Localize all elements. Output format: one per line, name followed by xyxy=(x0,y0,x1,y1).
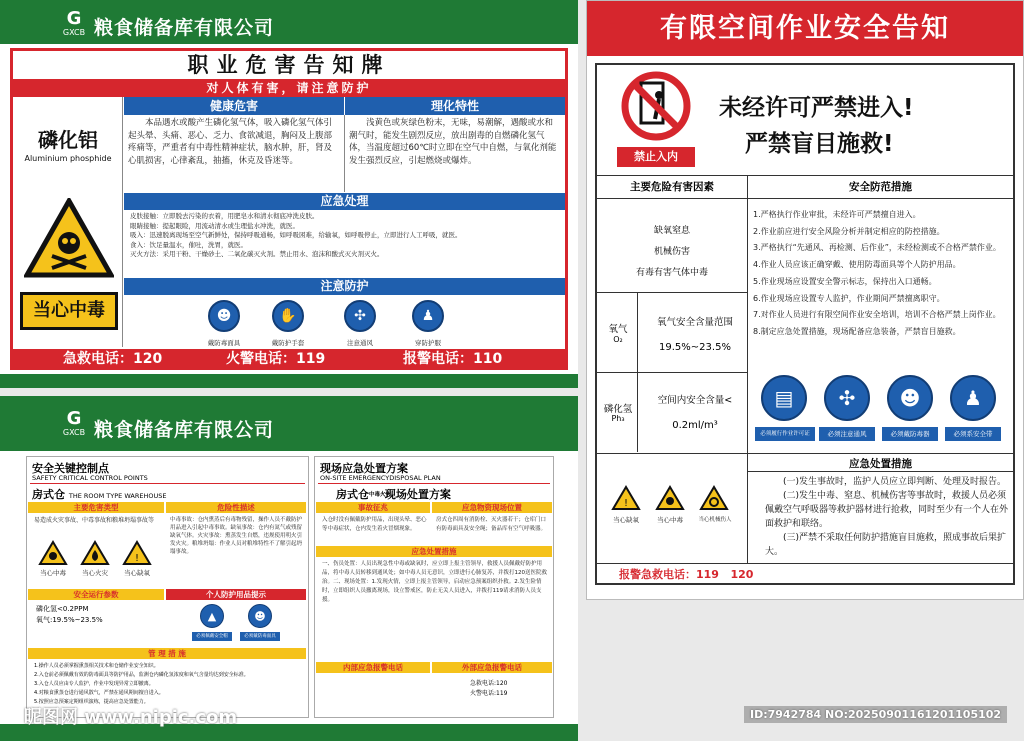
icon-caption: 必须戴防毒面具 xyxy=(240,632,280,641)
measure-item: 3.严格执行“先通风、再检测、后作业”，未经检测或不合格严禁作业。 xyxy=(753,243,1001,252)
oxygen-range-label: 氧气安全含量范围 xyxy=(656,317,733,328)
watermark-left: 昵图网 www.nipic.com xyxy=(24,707,238,728)
poison-warning-icon xyxy=(38,540,68,566)
ventilation-icon: ✣ xyxy=(824,375,870,421)
measure-item: 2.作业前应进行安全风险分析并制定相应的防控措施。 xyxy=(753,227,945,236)
ph3-formula: Ph₃ xyxy=(611,414,625,423)
divider xyxy=(30,483,305,484)
helmet-icon: ▲ xyxy=(200,604,224,628)
emergency-line: 吸入：迅速脱离现场至空气新鲜处，保持呼吸通畅，如呼吸困难，给输氧，如呼吸停止，立即进行人工呼吸，就医。 xyxy=(130,231,462,239)
emergency-line: 眼睛接触：提起眼睑，用流动清水或生理盐水冲洗，就医。 xyxy=(130,221,299,230)
protective-suit-icon: ♟ xyxy=(412,300,444,332)
measures-list xyxy=(753,206,1009,340)
no-entry-label: 禁止入内 xyxy=(617,147,695,167)
emergency-header: 应急处理 xyxy=(124,193,565,210)
divider xyxy=(748,471,1013,472)
svg-text:!: ! xyxy=(623,498,629,509)
icon-caption: 当心中毒 xyxy=(657,516,683,524)
outside-phone-fire: 火警电话:119 xyxy=(470,690,508,697)
work-permit-icon: ▤ xyxy=(761,375,807,421)
outside-phone-header: 外部应急报警电话 xyxy=(432,662,552,673)
poison-warning-icon xyxy=(24,198,114,278)
divider xyxy=(344,115,345,192)
board-title: 职业危害告知牌 xyxy=(187,53,391,77)
caution-poison-label: 当心中毒 xyxy=(20,292,118,330)
gas-mask-icon: ☻ xyxy=(208,300,240,332)
notice-title: 有限空间作业安全告知 xyxy=(587,1,1023,56)
phone-fire: 火警电话：119 xyxy=(226,351,326,367)
safety-harness-icon: ♟ xyxy=(950,375,996,421)
hazard-type-header: 主要危害类型 xyxy=(28,502,164,513)
icon-caption: 当心中毒 xyxy=(40,569,66,577)
company-name: 粮食储备库有限公司 xyxy=(94,419,275,441)
ventilation-icon: ✣ xyxy=(344,300,376,332)
oxygen-formula: O₂ xyxy=(613,335,623,344)
measure-item: 6.作业现场应设置专人监护，作业期间严禁擅离职守。 xyxy=(753,294,945,303)
ph3-range: 0.2ml/m³ xyxy=(672,420,718,431)
oxygen-label: 氧气 xyxy=(608,324,628,335)
fire-warning-icon xyxy=(80,540,110,566)
accident-signs-text: 入仓时没有佩戴防护用品，出现头晕、恶心等中毒症状，仓内发生着火冒烟现象。 xyxy=(322,517,427,532)
substance-name-cn: 磷化铝 xyxy=(38,128,98,152)
icon-caption: 注意通风 xyxy=(347,339,373,347)
icon-caption: 戴防毒面具 xyxy=(207,339,241,347)
gas-mask-icon: ☻ xyxy=(248,604,272,628)
phone-police: 报警电话：110 xyxy=(403,351,503,367)
oxygen-range: 19.5%~23.5% xyxy=(659,342,731,353)
emergency-line: 皮肤接触：立即脱去污染的衣着，用肥皂水和清水彻底冲洗皮肤。 xyxy=(130,212,319,220)
divider xyxy=(597,292,747,293)
protection-header: 注意防护 xyxy=(124,278,565,295)
measure-item: 8.制定应急处置措施，现场配备应急装备，严禁盲目施救。 xyxy=(753,327,961,336)
machinery-warning-icon xyxy=(699,485,729,511)
safe-parameters-header: 安全运行参数 xyxy=(28,589,164,600)
supplies-location-text: 房式仓四周有消防栓、灭火器若干；仓库门口有防毒面具及安全绳；备品库有空气呼吸器。 xyxy=(436,517,547,532)
oxygen-warning-icon xyxy=(122,540,152,566)
management-item: 5.按照应急预案定期组织演练，提高应急处置能力。 xyxy=(34,699,149,705)
param-oxygen: 氧气:19.5%~23.5% xyxy=(36,616,103,624)
icon-caption: 当心机械伤人 xyxy=(698,517,732,523)
emergency-plan-title-en: ON-SITE EMERGENCYDISPOSAL PLAN xyxy=(320,474,441,482)
hazard-item: 缺氧窒息 xyxy=(653,226,690,236)
hazards-header: 主要危险有害因素 xyxy=(630,181,714,193)
icon-caption: 当心火灾 xyxy=(82,569,108,577)
disposal-list xyxy=(765,475,1009,559)
management-item: 2.入仓前必须佩戴有效的防毒面具等防护用品，监测仓内磷化氢浓度和氧气含量均达到安全标准。 xyxy=(34,672,249,678)
emergency-line: 食入：饮足量温水，催吐，洗胃，就医。 xyxy=(130,240,247,249)
safety-control-board xyxy=(0,396,578,741)
icon-caption: 必须注意通风 xyxy=(819,427,875,441)
phone-emergency: 急救电话：120 xyxy=(63,351,163,367)
footer-bar xyxy=(0,374,578,388)
room-warehouse-title: 房式仓 THE ROOM TYPE WAREHOUSE xyxy=(32,488,167,501)
management-item: 1.操作人员必须掌握熏蒸相关技术和仓储作业安全知识。 xyxy=(34,663,159,669)
gas-mask-icon: ☻ xyxy=(887,375,933,421)
hazard-type-text: 易造成火灾事故、中毒事故和粮堆坍塌事故等 xyxy=(34,517,155,524)
svg-text:!: ! xyxy=(134,553,140,564)
icon-caption: 穿防护服 xyxy=(415,339,441,347)
icon-caption: 必须履行作业许可证 xyxy=(755,427,815,441)
measure-item: 7.对作业人员进行有限空间作业安全培训，培训不合格严禁上岗作业。 xyxy=(753,310,1001,319)
disposal-item: (一)发生事故时，监护人员应立即判断、处理及时报告。 xyxy=(783,477,1007,487)
disposal-item: (二)发生中毒、窒息、机械伤害等事故时，救援人员必须佩戴空气呼吸器等救护器材进行抢救，同时至少有一个人在外面救护和联络。 xyxy=(765,491,1009,529)
phone-bar xyxy=(13,349,565,370)
measures-header: 安全防范措施 xyxy=(849,181,912,193)
accident-signs-header: 事故征兆 xyxy=(316,502,430,513)
icon-caption: 当心缺氧 xyxy=(124,569,150,577)
warning-no-blind-rescue: 严禁盲目施救! xyxy=(745,131,894,157)
icon-caption: 戴防护手套 xyxy=(271,339,305,347)
substance-name-en: Aluminium phosphide xyxy=(24,154,112,163)
management-measures-header: 管 理 措 施 xyxy=(28,648,306,659)
measure-item: 5.作业现场应设置安全警示标志，保持出入口通畅。 xyxy=(753,277,937,286)
hazard-item: 机械伤害 xyxy=(653,247,690,257)
icon-caption: 必须系安全带 xyxy=(945,427,1001,441)
warning-no-permit: 未经许可严禁进入! xyxy=(719,95,914,121)
ph3-range-label: 空间内安全含量< xyxy=(657,395,733,406)
emergency-list xyxy=(130,212,562,274)
watermark-right: ID:7942784 NO:20250901161201105102 xyxy=(744,706,1007,723)
disposal-item: (三)严禁不采取任何防护措施盲目施救，照成事故后果扩大。 xyxy=(765,533,1007,557)
poison-warning-icon xyxy=(655,485,685,511)
ph3-label: 磷化氢 xyxy=(603,404,633,415)
confined-space-notice xyxy=(586,0,1024,600)
board-subtitle: 对人体有害，请注意防护 xyxy=(13,79,565,97)
supplies-location-header: 应急物资现场位置 xyxy=(432,502,552,513)
health-hazard-header: 健康危害 xyxy=(124,97,344,115)
disposal-header: 应急处置措施 xyxy=(849,458,912,470)
physchem-header: 理化特性 xyxy=(345,97,565,115)
occupational-hazard-board xyxy=(0,0,578,388)
divider xyxy=(597,563,1013,564)
measure-item: 1.严格执行作业审批，未经许可严禁擅自进入。 xyxy=(753,210,921,219)
disposal-measures-header: 应急处置措施 xyxy=(316,546,552,557)
no-entry-icon xyxy=(619,69,693,143)
inside-phone-header: 内部应急报警电话 xyxy=(316,662,430,673)
emergency-line: 灭火方法：采用干粉、干燥砂土、二氧化碳灭火剂。禁止用水、泡沫和酸式灭火剂灭火。 xyxy=(130,250,384,258)
measure-item: 4.作业人员应该正确穿戴、使用防毒面具等个人防护用品。 xyxy=(753,260,961,269)
management-item: 3.入仓人员应由专人监护，作业中发现异常立即撤离。 xyxy=(34,681,154,687)
company-logo: G GXCB xyxy=(62,8,86,37)
company-logo: G GXCB xyxy=(62,408,86,437)
divider xyxy=(597,453,1013,454)
disposal-measures-text: 一、伤员处置：人员出现急性中毒或缺氧时，应立即上报主管领导，救援人员佩戴好防护用品，将中毒人员转移到通风处；如中毒人员无意识，立即进行心肺复苏，并拨打120送医院救治。二、现场处置：1.发现火情，立即上报主管领导，启动应急预案组织扑救。2.发生险情时，立即组织人员撤离现场，设立警戒区，防止无关人员进入，并拨打119请求消防人员支援。 xyxy=(322,561,548,603)
divider xyxy=(747,175,748,453)
health-hazard-text: 本品遇水或酸产生磷化氢气体，吸入磷化氢气体引起头晕、头痛、恶心、乏力、食欲减退，胸闷及上腹部疼痛等，严重者有中毒性精神症状，脑水肿，肝，肾及心肌损害，心律紊乱，抽搐，休克及昏迷等。 xyxy=(128,118,333,166)
ppe-header: 个人防护用品提示 xyxy=(166,589,306,600)
physchem-text: 浅黄色或灰绿色粉末，无味，易潮解，遇酸或水和潮气时，能发生剧烈反应，放出剧毒的自燃磷化氢气体，当温度超过60℃时立即在空气中自燃，与氧化剂能发生强烈反应，引起燃烧或爆炸。 xyxy=(349,118,557,166)
icon-caption: 必须戴防毒器 xyxy=(882,427,938,441)
control-points-title-en: SAFETY CRITICAL CONTROL POINTS xyxy=(32,474,148,482)
emergency-plan-title: 现场应急处置方案 xyxy=(320,462,408,475)
gloves-icon: ✋ xyxy=(272,300,304,332)
divider xyxy=(597,198,1013,199)
hazard-list xyxy=(597,221,747,284)
risk-description-header: 危险性描述 xyxy=(166,502,306,513)
emergency-phone: 报警急救电话：119 120 xyxy=(619,568,754,581)
risk-description-text: 中毒事故：仓内熏蒸后有毒物残留，操作人员不戴防护用品进入引起中毒事故。缺氧事故：仓内有氮气或残留缺氧气体。火灾事故：熏蒸发生自燃，违规使用明火引发火灾。粮堆坍塌：作业人员对粮堆特性不了解引起坍塌事故。 xyxy=(170,517,303,555)
divider xyxy=(318,483,550,484)
management-item: 4.对粮食熏蒸仓进行通风散气，严禁在通风期间擅自进入。 xyxy=(34,690,164,696)
oxygen-warning-icon xyxy=(611,485,641,511)
hazard-item: 有毒有害气体中毒 xyxy=(635,268,708,278)
outside-phone-emergency: 急救电话:120 xyxy=(470,680,508,687)
company-name: 粮食储备库有限公司 xyxy=(94,17,275,39)
divider xyxy=(597,372,747,373)
room-plan-title: 房式仓中毒火灾 现场处置方案 xyxy=(336,488,451,501)
control-points-title: 安全关键控制点 xyxy=(32,462,109,475)
param-ph3: 磷化氢<0.2PPM xyxy=(36,605,89,613)
icon-caption: 当心缺氧 xyxy=(613,516,639,524)
icon-caption: 必须佩戴安全帽 xyxy=(192,632,232,641)
divider xyxy=(597,175,1013,176)
